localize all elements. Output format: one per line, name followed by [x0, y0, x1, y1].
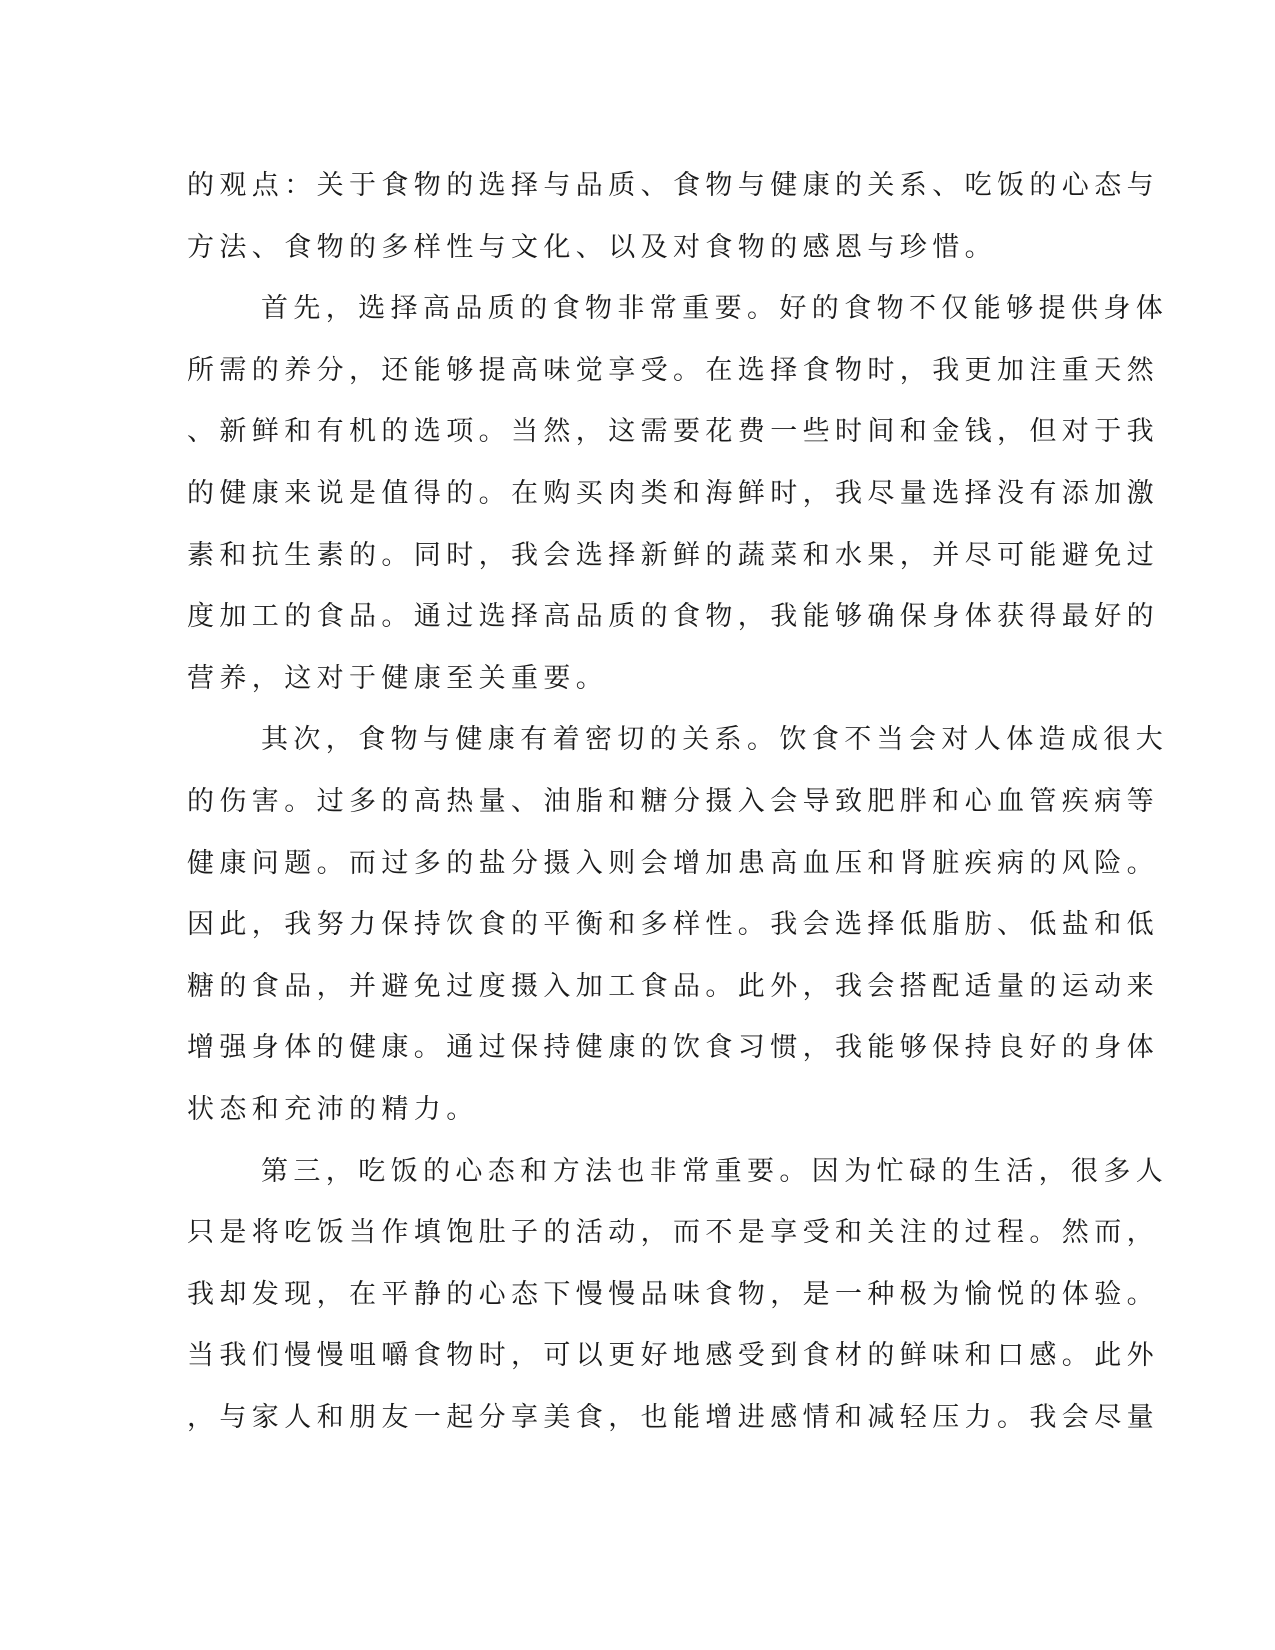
document-body	[187, 155, 1169, 1448]
text-line: 方法、食物的多样性与文化、以及对食物的感恩与珍惜。	[187, 231, 997, 263]
text-line: 因此，我努力保持饮食的平衡和多样性。我会选择低脂肪、低盐和低	[187, 909, 1159, 941]
text-line: 的伤害。过多的高热量、油脂和糖分摄入会导致肥胖和心血管疾病等	[187, 785, 1159, 817]
paragraph-first-line: 首先，选择高品质的食物非常重要。好的食物不仅能够提供身体	[261, 293, 1169, 325]
text-line: 的观点：关于食物的选择与品质、食物与健康的关系、吃饭的心态与	[187, 170, 1159, 201]
text-line: 糖的食品，并避免过度摄入加工食品。此外，我会搭配适量的运动来	[187, 970, 1159, 1002]
text-line: 的健康来说是值得的。在购买肉类和海鲜时，我尽量选择没有添加激	[187, 477, 1159, 509]
paragraph-first-line: 第三，吃饭的心态和方法也非常重要。因为忙碌的生活，很多人	[261, 1155, 1169, 1187]
text-line: 健康问题。而过多的盐分摄入则会增加患高血压和肾脏疾病的风险。	[187, 847, 1159, 879]
text-line: 所需的养分，还能够提高味觉享受。在选择食物时，我更加注重天然	[187, 354, 1159, 386]
text-line: 只是将吃饭当作填饱肚子的活动，而不是享受和关注的过程。然而，	[187, 1217, 1159, 1249]
text-line: 增强身体的健康。通过保持健康的饮食习惯，我能够保持良好的身体	[187, 1032, 1159, 1064]
text-line: 素和抗生素的。同时，我会选择新鲜的蔬菜和水果，并尽可能避免过	[187, 539, 1159, 571]
text-line: 度加工的食品。通过选择高品质的食物，我能够确保身体获得最好的	[187, 601, 1159, 633]
text-line: ，与家人和朋友一起分享美食，也能增进感情和减轻压力。我会尽量	[187, 1401, 1159, 1433]
paragraph-first-line: 其次，食物与健康有着密切的关系。饮食不当会对人体造成很大	[261, 724, 1169, 756]
text-line: 、新鲜和有机的选项。当然，这需要花费一些时间和金钱，但对于我	[187, 416, 1159, 448]
text-line: 我却发现，在平静的心态下慢慢品味食物，是一种极为愉悦的体验。	[187, 1278, 1159, 1310]
text-line: 营养，这对于健康至关重要。	[187, 662, 609, 694]
text-line: 状态和充沛的精力。	[187, 1093, 479, 1125]
text-line: 当我们慢慢咀嚼食物时，可以更好地感受到食材的鲜味和口感。此外	[187, 1340, 1159, 1372]
